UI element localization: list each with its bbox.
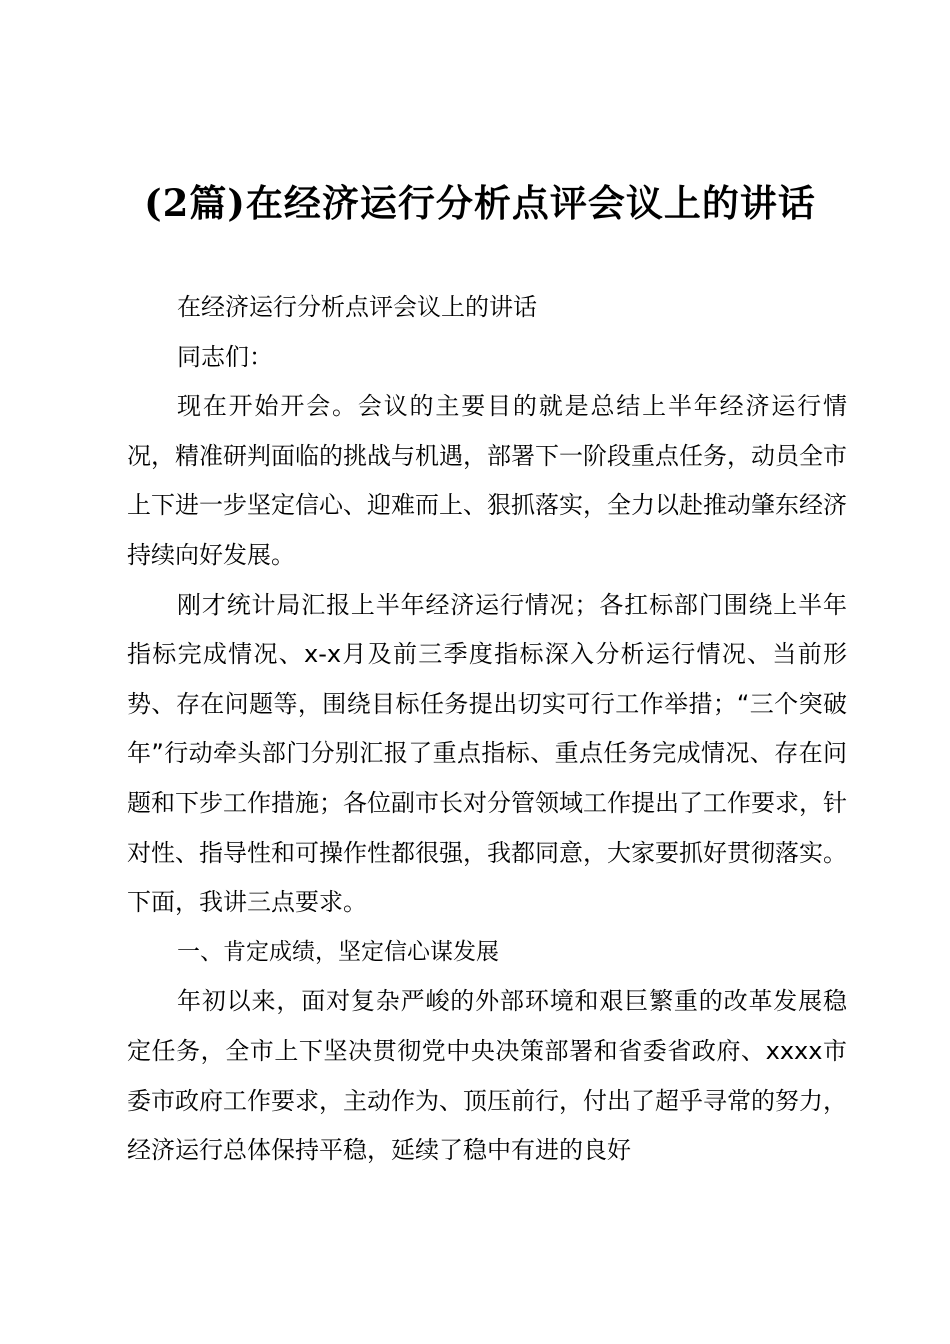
subtitle-line: 在经济运行分析点评会议上的讲话 — [177, 293, 537, 321]
paragraph-achievements: 年初以来，面对复杂严峻的外部环境和艰巨繁重的改革发展稳定任务，全市上下坚决贯彻党中央决策部署和省委省政府、xxxx市委市政府工作要求，主动作为、顶压前行，付出了超乎寻常的努力，经济运行总体保持平稳，延续了稳中有进的良好 — [127, 987, 847, 1165]
paragraph-summary: 刚才统计局汇报上半年经济运行情况；各扛标部门围绕上半年指标完成情况、x-x月及前三季度指标深入分析运行情况、当前形势、存在问题等，围绕目标任务提出切实可行工作举措；“三个突破年”行动牵头部门分别汇报了重点指标、重点任务完成情况、存在问题和下步工作措施；各位副市长对分管领域工作提出了工作要求，针对性、指导性和可操作性都很强，我都同意，大家要抓好贯彻落实。下面，我讲三点要求。 — [127, 590, 847, 917]
salutation: 同志们： — [177, 342, 273, 371]
section-heading-1: 一、肯定成绩，坚定信心谋发展 — [177, 938, 499, 965]
document-body — [127, 283, 847, 1176]
paragraph-opening: 现在开始开会。会议的主要目的就是总结上半年经济运行情况，精准研判面临的挑战与机遇，部署下一阶段重点任务，动员全市上下进一步坚定信心、迎难而上、狠抓落实，全力以赴推动肇东经济持续向好发展。 — [127, 392, 847, 569]
document-title: (2篇)在经济运行分析点评会议上的讲话 — [144, 181, 816, 225]
